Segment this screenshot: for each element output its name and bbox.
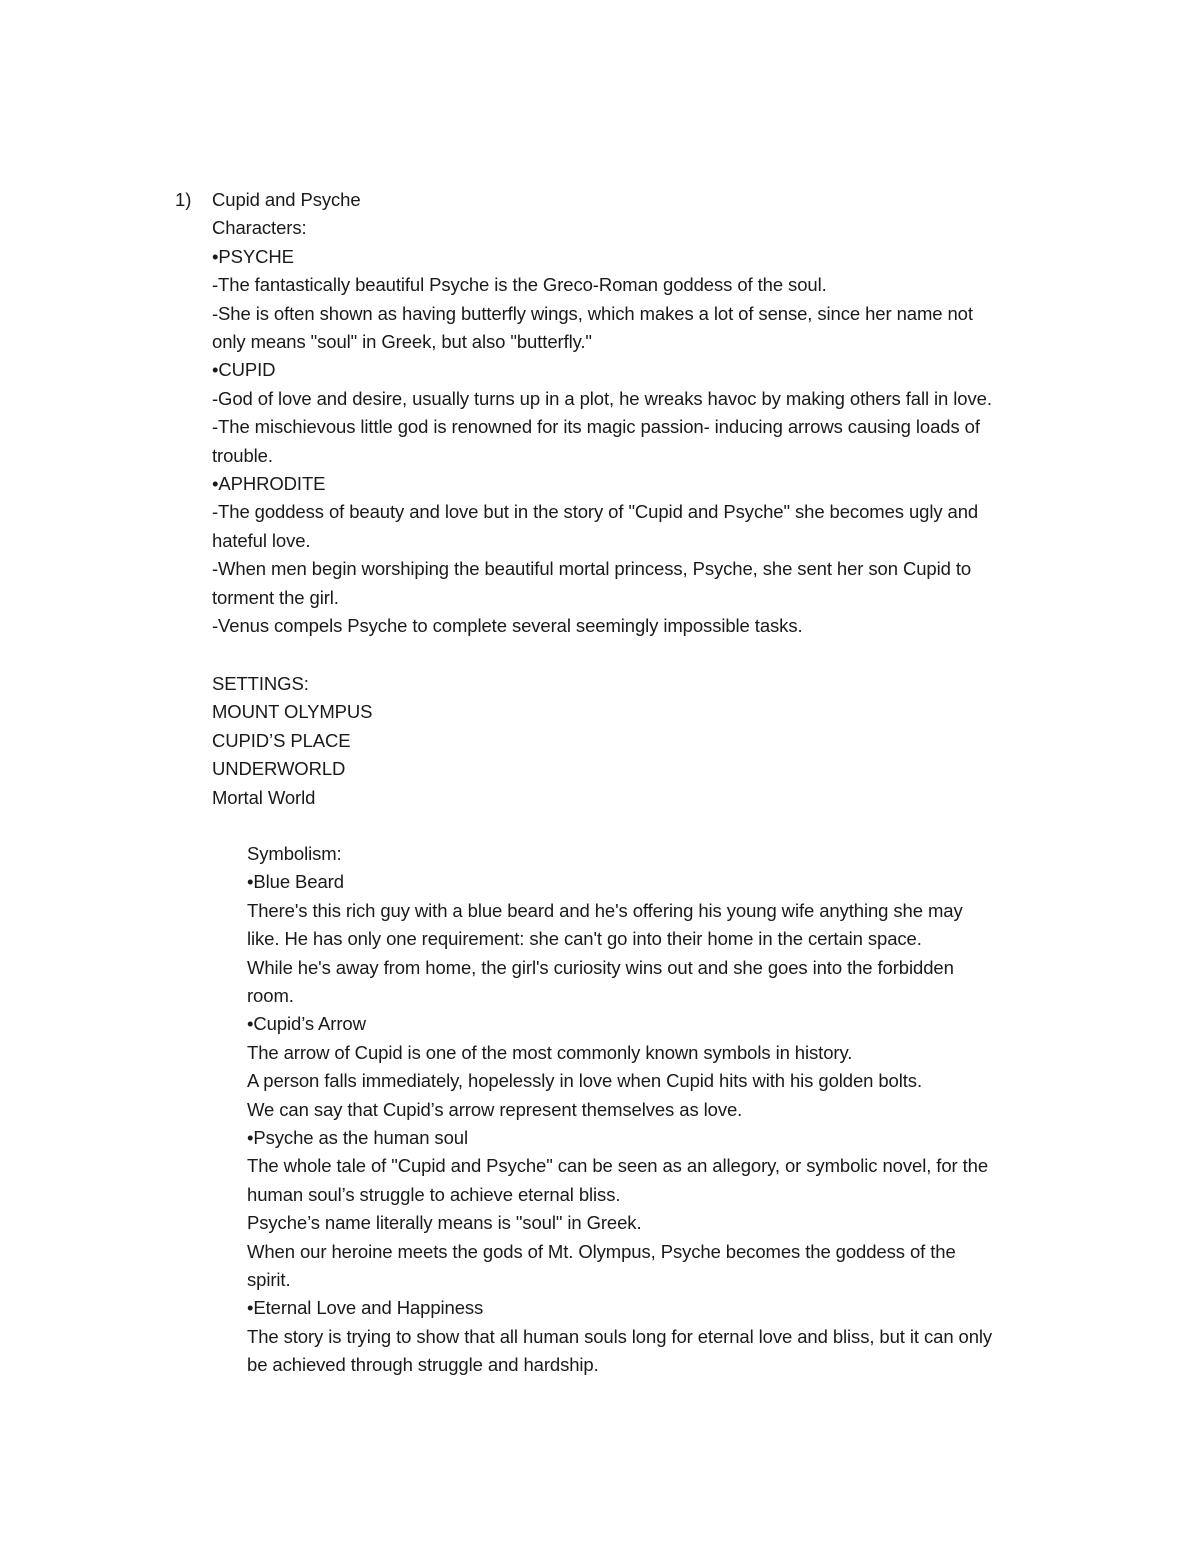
symbolism-line: •Blue Beard: [247, 871, 344, 893]
symbolism-line: We can say that Cupid’s arrow represent themselves as love.: [247, 1098, 743, 1120]
symbolism-line: •Cupid’s Arrow: [247, 1013, 366, 1035]
settings-line: SETTINGS:: [212, 673, 309, 694]
symbolism-line: A person falls immediately, hopelessly in love when Cupid hits with his golden bolts.: [247, 1070, 922, 1092]
text-line: -Venus compels Psyche to complete several seemingly impossible tasks.: [212, 615, 803, 636]
text-line: •CUPID: [212, 359, 276, 381]
settings-line: CUPID’S PLACE: [212, 729, 351, 751]
text-line: trouble.: [212, 444, 273, 466]
text-line: -The goddess of beauty and love but in the story of "Cupid and Psyche" she becomes ugly and: [212, 501, 979, 523]
symbolism-line: The whole tale of "Cupid and Psyche" can be seen as an allegory, or symbolic novel, for the: [247, 1155, 989, 1177]
text-line: •PSYCHE: [212, 245, 294, 267]
symbolism-line: spirit.: [247, 1269, 291, 1290]
text-line: -The fantastically beautiful Psyche is the Greco-Roman goddess of the soul.: [212, 274, 827, 296]
text-line: •APHRODITE: [212, 473, 326, 494]
text-line: Characters:: [212, 217, 307, 239]
list-number: 1): [175, 189, 192, 210]
symbolism-line: Psyche’s name literally means is "soul" in Greek.: [247, 1212, 642, 1234]
symbolism-line: There's this rich guy with a blue beard and he's offering his young wife anything she may: [247, 899, 963, 921]
symbolism-line: be achieved through struggle and hardship.: [247, 1354, 599, 1376]
settings-line: MOUNT OLYMPUS: [212, 701, 373, 723]
text-line: torment the girl.: [212, 586, 339, 608]
symbolism-line: Symbolism:: [247, 843, 342, 864]
text-line: -The mischievous little god is renowned for its magic passion- inducing arrows causing loads of: [212, 416, 980, 438]
symbolism-line: like. He has only one requirement: she can't go into their home in the certain space.: [247, 928, 922, 950]
text-line: -God of love and desire, usually turns up in a plot, he wreaks havoc by making others fall in love.: [212, 387, 992, 409]
settings-line: Mortal World: [212, 786, 316, 808]
text-line: hateful love.: [212, 529, 311, 551]
symbolism-line: When our heroine meets the gods of Mt. Olympus, Psyche becomes the goddess of the: [247, 1240, 956, 1262]
symbolism-line: The story is trying to show that all human souls long for eternal love and bliss, but it can only: [247, 1325, 993, 1347]
text-line: Cupid and Psyche: [212, 189, 361, 210]
text-line: -She is often shown as having butterfly wings, which makes a lot of sense, since her name not: [212, 302, 973, 324]
symbolism-line: While he's away from home, the girl's curiosity wins out and she goes into the forbidden: [247, 956, 954, 978]
symbolism-line: The arrow of Cupid is one of the most commonly known symbols in history.: [247, 1041, 853, 1063]
symbolism-line: human soul’s struggle to achieve eternal bliss.: [247, 1183, 621, 1205]
symbolism-line: room.: [247, 985, 294, 1006]
symbolism-line: •Psyche as the human soul: [247, 1127, 468, 1148]
text-line: -When men begin worshiping the beautiful mortal princess, Psyche, she sent her son Cupid to: [212, 558, 972, 580]
text-line: only means "soul" in Greek, but also "butterfly.": [212, 331, 592, 352]
settings-line: UNDERWORLD: [212, 758, 346, 780]
symbolism-line: •Eternal Love and Happiness: [247, 1297, 484, 1319]
